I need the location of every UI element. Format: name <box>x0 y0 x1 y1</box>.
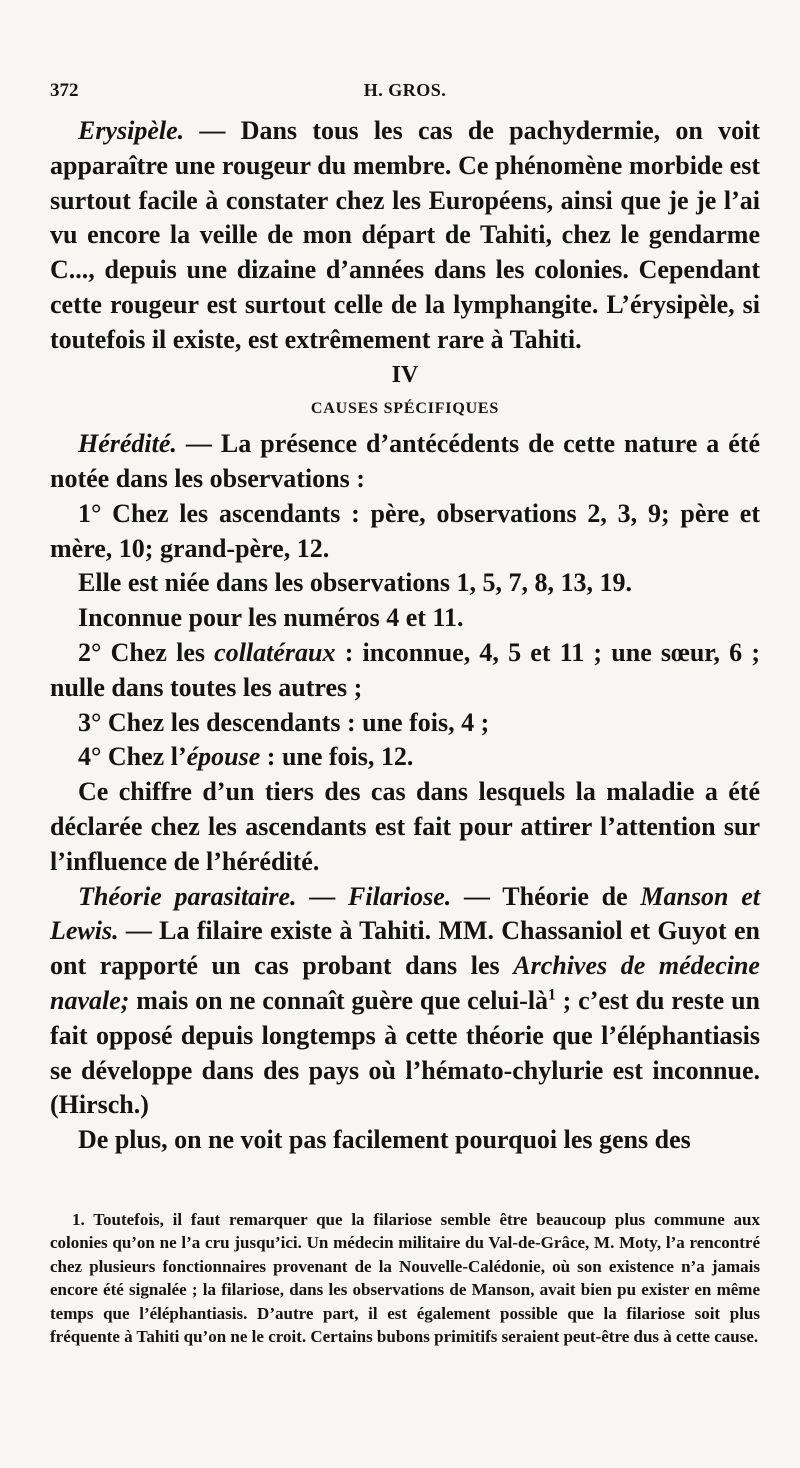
heredite-inconnue: Inconnue pour les numéros 4 et 11. <box>78 603 464 633</box>
heredite-niee: Elle est niée dans les observations 1, 5, 7, 8, 13, 19. <box>78 568 632 598</box>
term-collateraux: collatéraux <box>214 637 336 667</box>
heredite-item-2 <box>50 636 760 706</box>
running-title: H. GROS. <box>363 80 447 100</box>
theorie-text-b: — La filaire existe à Tahiti. MM. Chassaniol et Guyot en ont rapporté un cas probant dans les <box>50 916 760 981</box>
heredite-conclusion: Ce chiffre d’un tiers des cas dans lesquels la maladie a été déclarée chez les ascendants est fait pour attirer l’attention sur l’influence de l’hérédité. <box>50 777 760 876</box>
heredite-text: — La présence d’antécédents de cette nature a été notée dans les observations : <box>50 429 760 493</box>
page-number: 372 <box>50 80 79 101</box>
heredite-item-1: 1° Chez les ascendants : père, observations 2, 3, 9; père et mère, 10; grand-père, 12. <box>50 498 760 563</box>
paragraph-last: De plus, on ne voit pas facilement pourquoi les gens des <box>78 1125 691 1155</box>
erysipele-text: — Dans tous les cas de pachydermie, on voit apparaître une rougeur du membre. Ce phénomène morbide est surtout facile à constater chez les Européens, ainsi que je je l’ai vu encore la veille de mon départ de Tahiti, chez le gendarme C..., depuis une dizaine d’années dans les colonies. Cependant cette rougeur est surtout celle de la lymphangite. L’érysipèle, si toutefois il existe, est extrêmement rare à Tahiti. <box>50 116 760 354</box>
term-erysipele: Erysipèle. <box>78 116 185 145</box>
journal-title: Archives de médecine navale; <box>50 951 760 1015</box>
term-theorie-parasitaire: Théorie parasitaire. <box>78 881 297 911</box>
footnote-ref[interactable]: 1 <box>548 986 556 1004</box>
section-number: IV <box>391 361 419 388</box>
paragraph-erysipele <box>50 114 760 358</box>
paragraph-theorie <box>50 880 760 1124</box>
heredite-item-3: 3° Chez les descendants : une fois, 4 ; <box>78 707 490 737</box>
paragraph-heredite <box>50 427 760 497</box>
footnotes <box>50 1208 760 1348</box>
main-text <box>50 114 760 1158</box>
footnote-1: 1. Toutefois, il faut remarquer que la filariose semble être beaucoup plus commune aux colonies qu’on ne l’a cru jusqu’ici. Un médecin militaire du Val-de-Grâce, M. Moty, l’a rencontré chez plusieurs fonctionnaires provenant de la Nouvelle-Calédonie, où son existence n’a jamais encore été signalée ; la filariose, dans les observations de Manson, avait bien pu exister en même temps que l’éléphantiasis. D’autre part, il est également possible que la filariose soit plus fréquente à Tahiti qu’on ne le croit. Certains bubons primitifs seraient peut-être dus à cette cause. <box>50 1210 760 1347</box>
heredite-item-4 <box>50 740 760 775</box>
theorie-text-d: ; c’est du reste un fait opposé depuis longtemps à cette théorie que l’éléphantiasis se développe dans des pays où l’hémato-chylurie est inconnue. (Hirsch.) <box>50 985 760 1120</box>
section-title: CAUSES SPÉCIFIQUES <box>310 400 500 418</box>
term-filariose: Filariose. <box>348 881 452 911</box>
item2-prefix: 2° Chez les <box>78 637 215 667</box>
term-heredite: Hérédité. <box>78 429 177 459</box>
theorie-text-c: mais on ne connaît guère que celui-là <box>129 985 549 1015</box>
item4-suffix: : une fois, 12. <box>260 742 414 772</box>
term-epouse: épouse <box>186 742 261 772</box>
item2-suffix: : inconnue, 4, 5 et 11 ; une sœur, 6 ; nulle dans toutes les autres ; <box>50 637 760 702</box>
theorie-text-a: — Théorie de <box>451 881 641 911</box>
dash: — <box>296 881 348 911</box>
item4-prefix: 4° Chez l’ <box>78 742 187 772</box>
page-header <box>50 80 760 110</box>
authors-manson-lewis: Manson et Lewis. <box>50 881 760 946</box>
